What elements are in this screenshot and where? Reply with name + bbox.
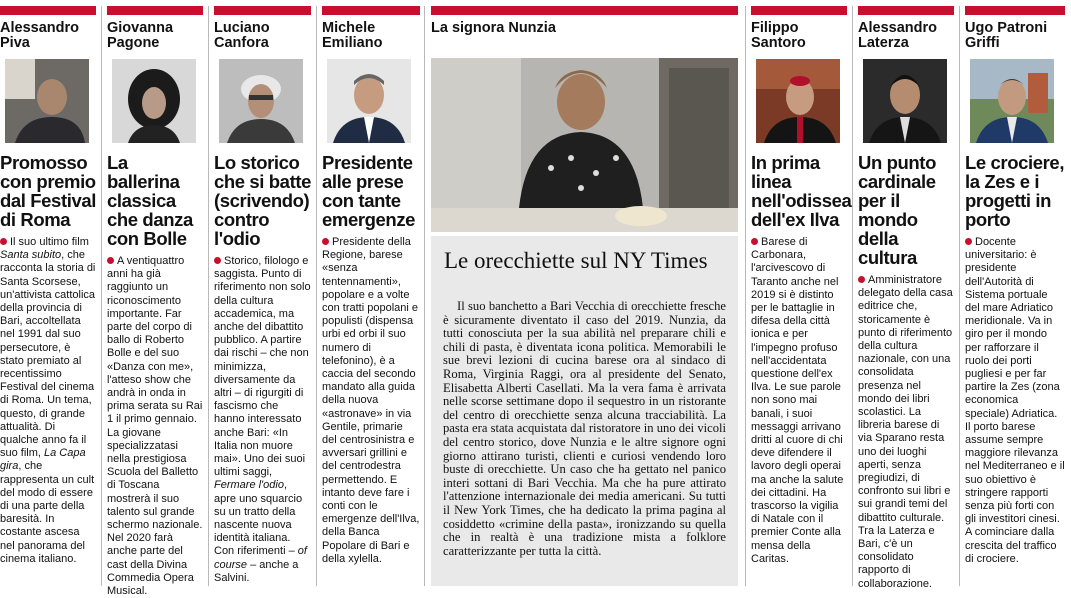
person-name: Luciano Canfora [214,20,270,51]
body-text: – anche a Salvini. [214,558,299,584]
headline: Un punto cardinale per il mondo della cultura [858,152,936,268]
accent-bar [107,6,203,15]
feature-box [431,236,738,586]
person-name: Filippo Santoro [751,20,806,51]
accent-bar [322,6,420,15]
body-text: Storico, filologo e saggista. Punto di riferimento non solo della cultura accademica, ma anche del dibattito pubblico. A partire dai rischi – che non minimizza, diversamente da altri – di rigurgiti di fascismo che hanno interessato anche Bari: «In Italia non muore mai». Uno dei suoi ultimi saggi, [214,255,311,479]
headline: Promosso con premio dal Festival di Roma [0,152,96,230]
profile-column [214,6,311,586]
article-body [107,255,203,598]
body-text: Barese di Carbonara, l'arcivescovo di Taranto anche nel 2019 si è distinto per le battaglie in difesa della città ionica e per l'impegno profuso nell'accidentata questione dell'ex Ilva. Le sue parole non sono mai banali, i suoi messaggi arrivano dritti al cuore di chi deve difendere il lavoro degli operai ma anche la salute dei cittadini. Ha trascorso la vigilia di Natale con il premier Conte alla mensa della Caritas. [751,236,844,565]
portrait-photo [756,59,840,143]
headline: Lo storico che si batte (scrivendo) contro l'odio [214,152,311,249]
article-body [322,236,420,566]
article-body [965,236,1065,566]
accent-bar [214,6,311,15]
headline: La ballerina classica che danza con Bolle [107,152,193,249]
feature-photo [431,58,738,232]
portrait-photo [327,59,411,143]
bullet-dot [322,238,329,245]
profile-column [858,6,954,590]
bullet-dot [214,257,221,264]
bullet-dot [858,276,865,283]
article-body [751,236,847,566]
italic-title: Santa subito [0,249,62,262]
bullet-dot [107,257,114,264]
accent-bar [858,6,954,15]
headline: Le crociere, la Zes e i progetti in porto [965,152,1065,230]
article-body [858,274,954,591]
feature-name: La signora Nunzia [431,20,556,36]
feature-text: Il suo banchetto a Bari Vecchia di orecchiette fresche è sicuramente diventato il caso del 2019. Nunzia, da tutti conosciuta per la sua abilità nel preparare chili e chili di pasta, è diventata icona politica. Memorabili le sue brevi lezioni di cucina barese ora al sindaco di Roma, Virginia Raggi, ora al presidente del Senato, Elisabetta Alberti Casellati. Ma la vera fama è arrivata nelle scorse settimane dopo il sequestro in un ristorante del centro di orecchiette senza alcuna tracciabilità. La pasta era stata acquistata dal ristoratore in uno dei vicoli del centro storico, dove Nunzia e le altre signore ogni giorno attirano turisti, clienti e curiosi vendendo loro buste di orecchiette. Un caso che ha gettato nel panico interi sottani di Bari Vecchia. Ma che ha pure attirato l'attenzione internazionale dei media americani. Su tutti il New York Times, che ha dedicato la prima pagina al cosiddetto «crimine della pasta», ironizzando su quella che in realtà è una tradizione mista a folklore caratterizzante per tutta la città. [443,299,726,558]
person-name: Giovanna Pagone [107,20,174,51]
body-text: , apre uno squarcio su un tratto della nascente nuova identità italiana. Con riferimenti – [214,479,303,558]
italic-title: La Capa gira [0,447,86,473]
portrait-photo [5,59,89,143]
body-text: Amministratore delegato della casa editrice che, storicamente è punto di riferimento della cultura nazionale, con una consolidata presenza nel mondo dei libri scolastici. La libreria barese di via Sparano resta uno dei luoghi aperti, senza pregiudizi, di confronto sui libri e sui grandi temi del dibattito culturale. Tra la Laterza e Bari, c'è un consolidato rapporto di collaborazione. [858,274,953,590]
feature-title: Le orecchiette sul NY Times [444,248,708,273]
portrait-photo [219,59,303,143]
italic-title: Fermare l'odio [214,479,284,492]
profile-column [751,6,852,586]
body-text: , che racconta la storia di Santa Scorsese, un'attivista cattolica della provincia di Bari, accoltellata nel 1991 dal suo persecutore, è stato premiato al recentissimo Festival del cinema di Roma. Un tema, questo, di grande attualità. Di qualche anno fa il suo film, [0,249,96,460]
body-text: Il suo ultimo film [10,236,89,248]
profile-column [322,6,420,586]
profile-column [0,6,96,586]
portrait-photo [863,59,947,143]
body-text: Presidente della Regione, barese «senza tentennamenti», popolare e a volte con tratti popolani e populisti (dispensa urbi ed orbi il suo numero di telefonino), è a caccia del secondo mandato alla guida della nuova «astronave» in via Gentile, primarie del centrosinistra e avversari grillini e del centrodestra permettendo. E intanto deve fare i conti con le emergenze dell'Ilva, della Banca Popolare di Bari e della xylella. [322,236,420,565]
portrait-photo [112,59,196,143]
portrait-photo [970,59,1054,143]
accent-bar [965,6,1065,15]
body-text: A ventiquattro anni ha già raggiunto un riconoscimento importante. Far parte del corpo di ballo di Roberto Bolle e del suo «Danza con me», l'atteso show che andrà in onda in prima serata su Rai 1 il primo gennaio. La giovane specializzatasi nella prestigiosa Scuola del Balletto di Toscana mostrerà il suo talento sul grande schermo nazionale. Nel 2020 farà anche parte del cast della Divina Commedia Opera Musical. [107,255,203,598]
article-body [0,236,96,566]
article-body [214,255,311,585]
person-name: Alessandro Laterza [858,20,937,51]
accent-bar [751,6,847,15]
accent-bar [431,6,738,15]
bullet-dot [0,238,7,245]
person-name: Alessandro Piva [0,20,79,51]
person-name: Ugo Patroni Griffi [965,20,1048,51]
bullet-dot [751,238,758,245]
italic-title: of course [214,545,307,571]
body-text: , che rappresenta un cult del modo di essere di una parte della baresità. In costante ascesa nel panorama del cinema italiano. [0,460,95,565]
bullet-dot [965,238,972,245]
person-name: Michele Emiliano [322,20,383,51]
headline: Presidente alle prese con tante emergenze [322,152,416,230]
accent-bar [0,6,96,15]
body-text: Docente universitario: è presidente dell'Autorità di Sistema portuale del mare Adriatico meridionale. Va in giro per il mondo per rafforzare il ruolo dei porti pugliesi e per far partire la Zes (zona economica speciale) Adriatica. Il porto barese assume sempre maggiore rilevanza nel Mediterraneo e il suo obiettivo è stringere rapporti senza più forti con gli investitori cinesi. A cominciare dalla crescita del traffico di crociere. [965,236,1065,565]
profile-column [965,6,1065,586]
headline: In prima linea nell'odissea dell'ex Ilva [751,152,852,230]
profile-column [107,6,203,598]
